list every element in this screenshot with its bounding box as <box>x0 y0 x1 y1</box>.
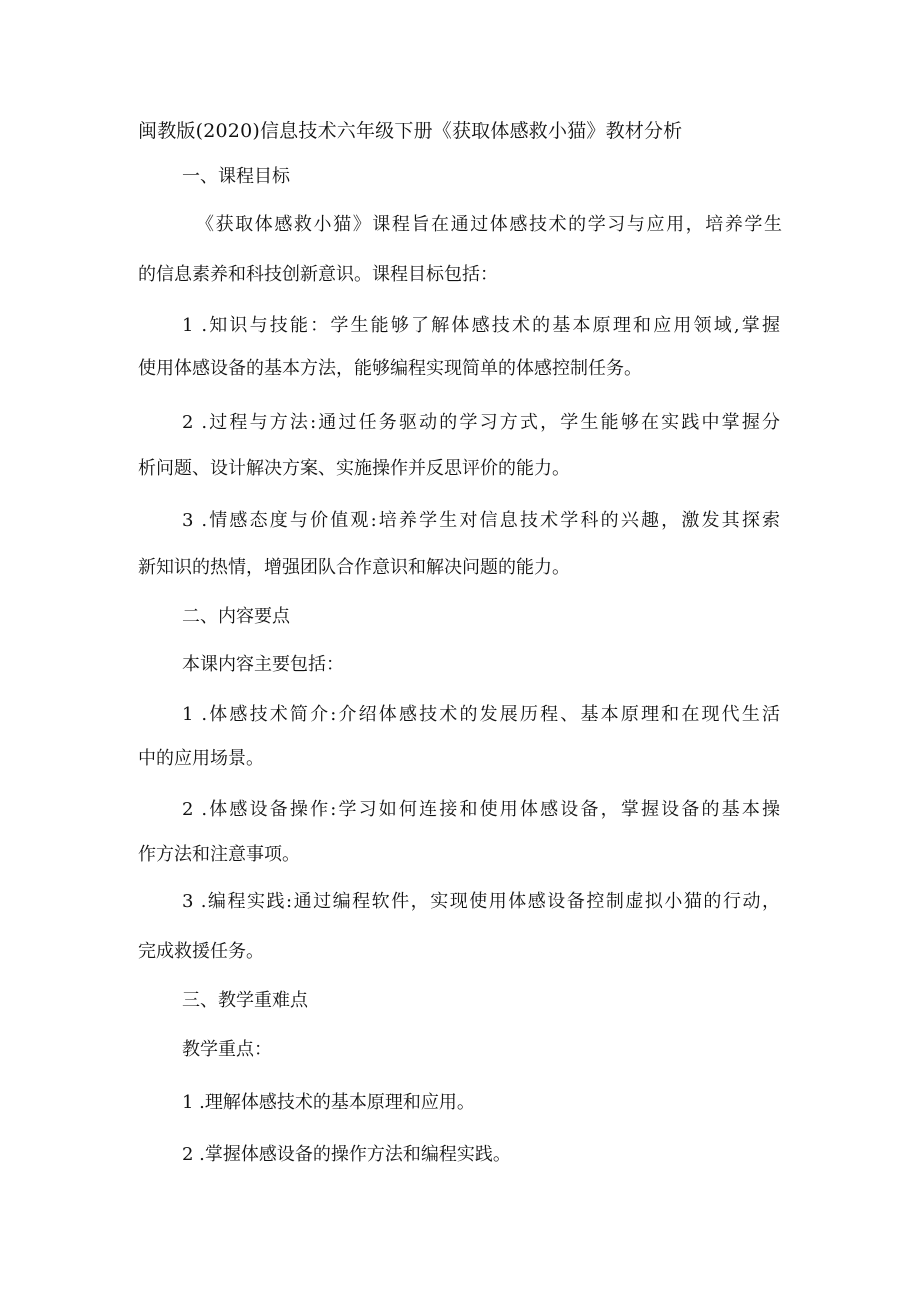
paragraph-line: 本课内容主要包括： <box>182 654 344 675</box>
list-item-line: 析问题、设计解决方案、实施操作并反思评价的能力。 <box>138 458 570 479</box>
paragraph-line: 教学重点： <box>182 1039 272 1060</box>
list-item-line: 作方法和注意事项。 <box>138 844 300 865</box>
list-item-line: 完成救援任务。 <box>138 941 264 962</box>
list-item-line: 新知识的热情，增强团队合作意识和解决问题的能力。 <box>138 557 570 578</box>
list-item-line: 1 .理解体感技术的基本原理和应用。 <box>182 1092 475 1113</box>
list-item-line: 3 .编程实践:通过编程软件，实现使用体感设备控制虚拟小猫的行动， <box>182 891 780 912</box>
list-item-line: 中的应用场景。 <box>138 748 264 769</box>
list-item-line: 使用体感设备的基本方法，能够编程实现简单的体感控制任务。 <box>138 358 642 379</box>
section-heading-course-goals: 一、课程目标 <box>182 166 290 187</box>
section-heading-content-points: 二、内容要点 <box>182 606 290 627</box>
section-heading-key-points: 三、教学重难点 <box>182 990 308 1011</box>
paragraph-line: 《获取体感救小猫》课程旨在通过体感技术的学习与应用，培养学生 <box>196 214 782 235</box>
list-item-line: 1 .知识与技能：学生能够了解体感技术的基本原理和应用领域,掌握 <box>182 315 780 336</box>
list-item-line: 2 .体感设备操作:学习如何连接和使用体感设备，掌握设备的基本操 <box>182 799 780 820</box>
list-item-line: 1 .体感技术简介:介绍体感技术的发展历程、基本原理和在现代生活 <box>182 704 780 725</box>
list-item-line: 2 .过程与方法:通过任务驱动的学习方式，学生能够在实践中掌握分 <box>182 412 780 433</box>
list-item-line: 3 .情感态度与价值观:培养学生对信息技术学科的兴趣，激发其探索 <box>182 510 780 531</box>
paragraph-line: 的信息素养和科技创新意识。课程目标包括： <box>138 264 498 285</box>
document-title: 闽教版(2020)信息技术六年级下册《获取体感救小猫》教材分析 <box>138 120 683 142</box>
list-item-line: 2 .掌握体感设备的操作方法和编程实践。 <box>182 1144 511 1165</box>
